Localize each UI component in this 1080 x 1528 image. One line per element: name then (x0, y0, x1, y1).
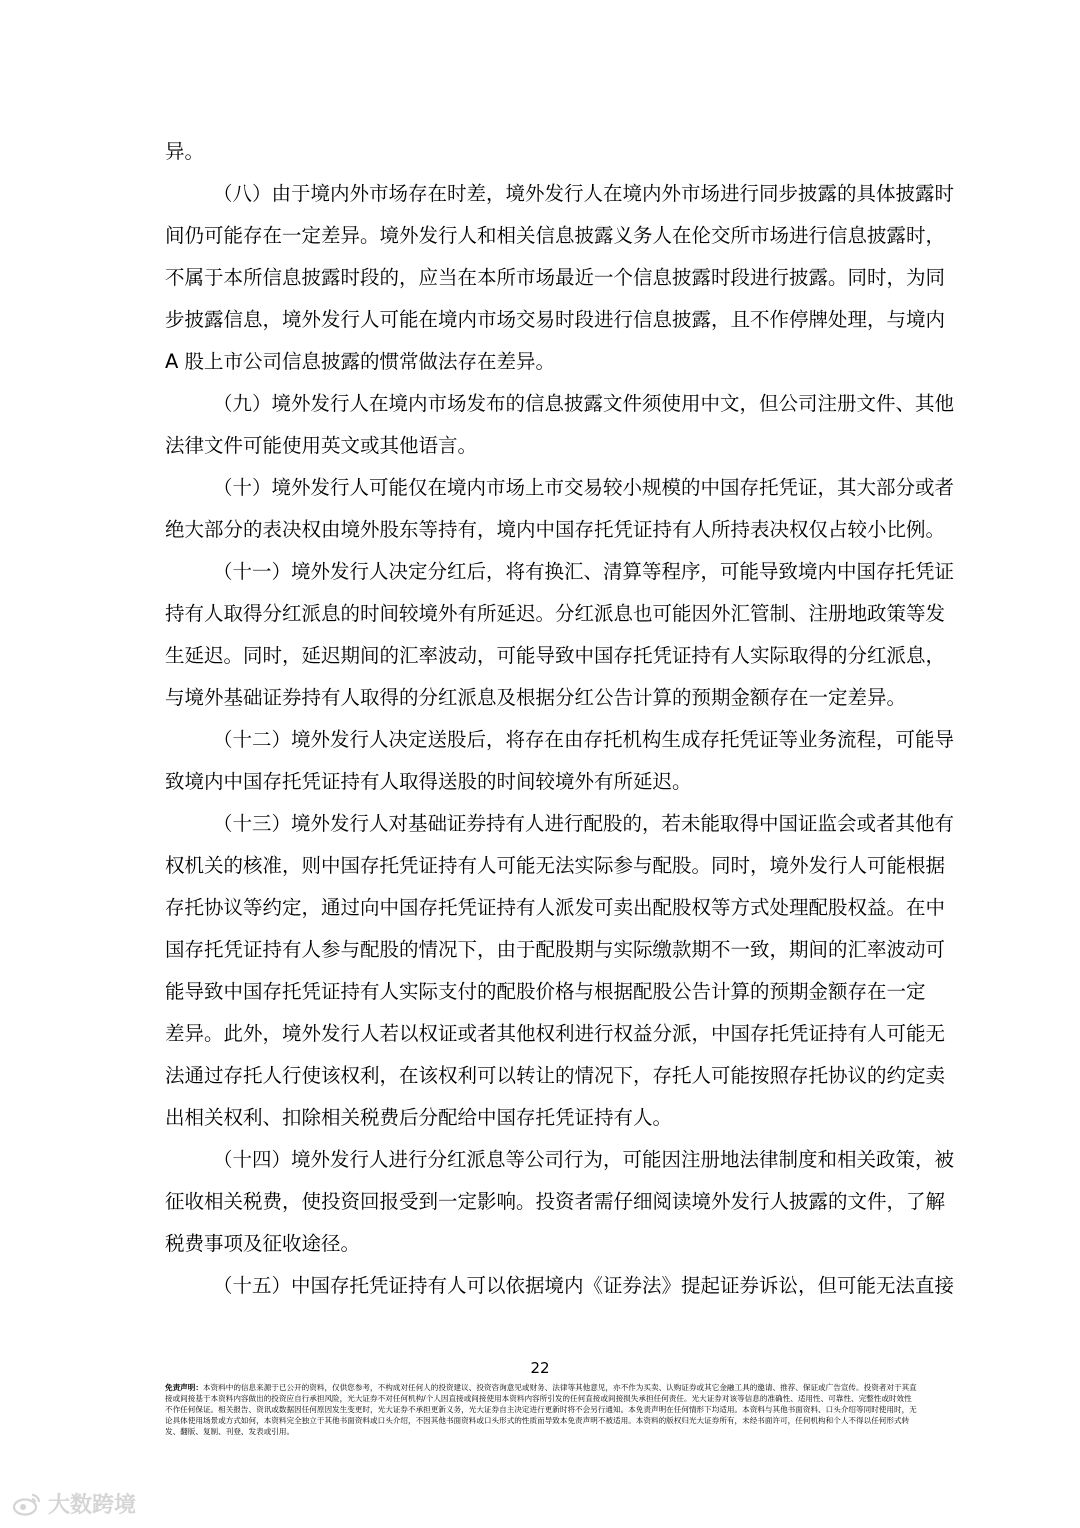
text-line: （八）由于境内外市场存在时差，境外发行人在境内外市场进行同步披露的具体披露时 (213, 182, 955, 205)
text-line: 法通过存托人行使该权利，在该权利可以转让的情况下，存托人可能按照存托协议的约定卖 (165, 1064, 946, 1087)
text-line: 致境内中国存托凭证持有人取得送股的时间较境外有所延迟。 (165, 770, 692, 793)
weibo-icon (12, 1492, 42, 1516)
watermark-text: 大数跨境 (48, 1493, 137, 1518)
text-line: 法律文件可能使用英文或其他语言。 (165, 434, 478, 457)
disclaimer-text: 本资料中的信息来源于已公开的资料，仅供您参考，不构成对任何人的投资建议、投资咨询意见或财务、法律等其他意见，亦不作为买卖、认购证券或其它金融工具的邀请、推荐、保证或广告宣传。投资者对于其直接或间接基于本资料内容做出的投资应自行承担风险，光大证券不对任何机构/个人因直接或间接使用本资料内容所引发的任何直接或间接损失承担任何责任。光大证券对该等信息的准确性、适用性、可靠性、完整性或时效性不作任何保证。相关报告、资讯或数据因任何原因发生变更时，光大证券不承担更新义务，光大证券自主决定进行更新时将不会另行通知。本免责声明在任何情形下均适用。本资料与其他书面资料、口头介绍等同时使用时，无论具体使用场景或方式如何，本资料完全独立于其他书面资料或口头介绍，不因其他书面资料或口头形式的性质而导致本免责声明不被适用。本资料的版权归光大证券所有，未经书面许可，任何机构和个人不得以任何形式转发、翻版、复制、刊登、发表或引用。 (165, 1383, 917, 1436)
text-line: （十三）境外发行人对基础证券持有人进行配股的，若未能取得中国证监会或者其他有 (213, 812, 955, 835)
text-line: 能导致中国存托凭证持有人实际支付的配股价格与根据配股公告计算的预期金额存在一定 (165, 980, 926, 1003)
text-line: 权机关的核准，则中国存托凭证持有人可能无法实际参与配股。同时，境外发行人可能根据 (165, 854, 946, 877)
page-number: 22 (530, 1359, 550, 1377)
text-line: 间仍可能存在一定差异。境外发行人和相关信息披露义务人在伦交所市场进行信息披露时， (165, 224, 946, 247)
text-line: （十一）境外发行人决定分红后，将有换汇、清算等程序，可能导致境内中国存托凭证 (213, 560, 955, 583)
text-line: 持有人取得分红派息的时间较境外有所延迟。分红派息也可能因外汇管制、注册地政策等发 (165, 602, 946, 625)
text-line: （十）境外发行人可能仅在境内市场上市交易较小规模的中国存托凭证，其大部分或者 (213, 476, 955, 499)
text-line: 步披露信息，境外发行人可能在境内市场交易时段进行信息披露，且不作停牌处理，与境内 (165, 308, 946, 331)
text-line: （十二）境外发行人决定送股后，将存在由存托机构生成存托凭证等业务流程，可能导 (213, 728, 955, 751)
text-line: （十五）中国存托凭证持有人可以依据境内《证券法》提起证券诉讼，但可能无法直接 (213, 1274, 955, 1297)
disclaimer (165, 1382, 917, 1437)
text-line: 出相关权利、扣除相关税费后分配给中国存托凭证持有人。 (165, 1106, 673, 1129)
text-line: A 股上市公司信息披露的惯常做法存在差异。 (165, 350, 556, 373)
watermark (12, 1488, 136, 1519)
text-line: 生延迟。同时，延迟期间的汇率波动，可能导致中国存托凭证持有人实际取得的分红派息， (165, 644, 946, 667)
text-line: （十四）境外发行人进行分红派息等公司行为，可能因注册地法律制度和相关政策，被 (213, 1148, 955, 1171)
text-line: 绝大部分的表决权由境外股东等持有，境内中国存托凭证持有人所持表决权仅占较小比例。 (165, 518, 946, 541)
text-line: 征收相关税费，使投资回报受到一定影响。投资者需仔细阅读境外发行人披露的文件，了解 (165, 1190, 946, 1213)
text-line: 税费事项及征收途径。 (165, 1232, 361, 1255)
disclaimer-label: 免责声明： (165, 1383, 203, 1392)
text-line: 不属于本所信息披露时段的，应当在本所市场最近一个信息披露时段进行披露。同时，为同 (165, 266, 946, 289)
text-line: （九）境外发行人在境内市场发布的信息披露文件须使用中文，但公司注册文件、其他 (213, 392, 955, 415)
text-line: 异。 (165, 140, 205, 163)
text-line: 国存托凭证持有人参与配股的情况下，由于配股期与实际缴款期不一致，期间的汇率波动可 (165, 938, 946, 961)
text-line: 差异。此外，境外发行人若以权证或者其他权利进行权益分派，中国存托凭证持有人可能无 (165, 1022, 946, 1045)
text-line: 与境外基础证券持有人取得的分红派息及根据分红公告计算的预期金额存在一定差异。 (165, 686, 907, 709)
text-line: 存托协议等约定，通过向中国存托凭证持有人派发可卖出配股权等方式处理配股权益。在中 (165, 896, 946, 919)
